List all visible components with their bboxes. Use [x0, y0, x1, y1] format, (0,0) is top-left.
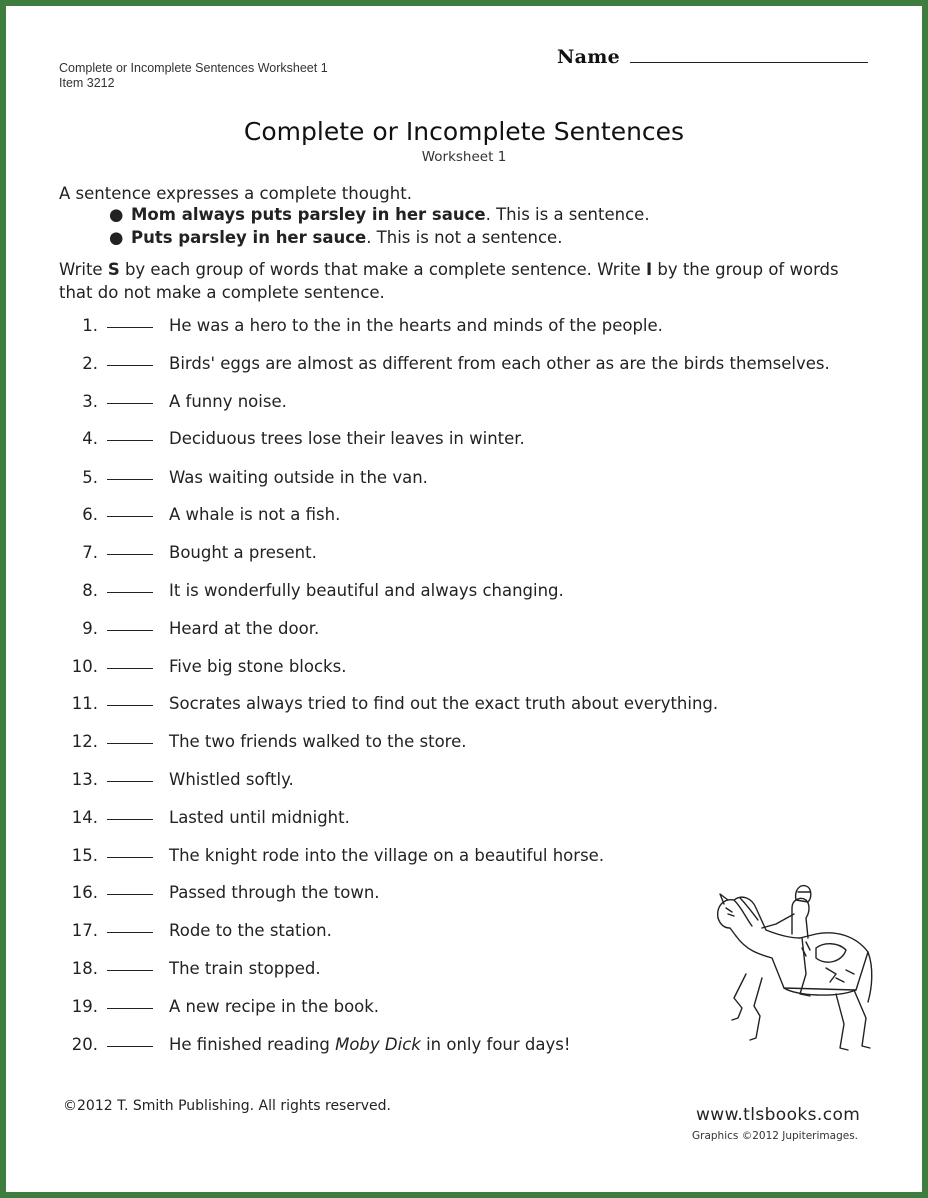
answer-blank[interactable] — [107, 668, 153, 669]
question-number: 5. — [82, 468, 98, 487]
question-number: 16. — [71, 883, 98, 902]
name-label: Name — [557, 46, 621, 68]
question-text: It is wonderfully beautiful and always changing. — [169, 581, 564, 600]
example-note: . This is not a sentence. — [366, 228, 563, 247]
question-text: Passed through the town. — [169, 883, 380, 902]
question-text — [169, 1033, 570, 1057]
question-text: The train stopped. — [169, 959, 321, 978]
answer-blank[interactable] — [107, 327, 153, 328]
question-number: 8. — [82, 581, 98, 600]
answer-blank[interactable] — [107, 1008, 153, 1009]
answer-blank[interactable] — [107, 894, 153, 895]
bullet-icon: ● — [109, 228, 124, 247]
question-text: The knight rode into the village on a beautiful horse. — [169, 846, 605, 865]
answer-blank[interactable] — [107, 781, 153, 782]
question-number: 19. — [71, 997, 98, 1016]
question-text-part: He finished reading — [169, 1035, 336, 1054]
question-number: 12. — [71, 732, 98, 751]
example-bold: Puts parsley in her sauce — [131, 228, 367, 247]
question-text-part: in only four days! — [420, 1035, 571, 1054]
question-number: 7. — [82, 543, 98, 562]
answer-blank[interactable] — [107, 403, 153, 404]
knight-on-horse-illustration — [706, 878, 876, 1058]
answer-blank[interactable] — [107, 705, 153, 706]
item-number: Item 3212 — [59, 76, 115, 90]
example-bold: Mom always puts parsley in her sauce — [131, 205, 486, 224]
question-number: 2. — [82, 354, 98, 373]
instructions-text: Write — [59, 260, 108, 279]
instructions-text: by each group of words that make a complete sentence. Write — [119, 260, 646, 279]
answer-blank[interactable] — [107, 554, 153, 555]
answer-blank[interactable] — [107, 365, 153, 366]
book-title: Moby Dick — [335, 1035, 421, 1054]
name-blank-line[interactable] — [630, 46, 868, 63]
question-number: 1. — [82, 316, 98, 335]
question-text: Lasted until midnight. — [169, 808, 350, 827]
question-text: A funny noise. — [169, 392, 287, 411]
answer-blank[interactable] — [107, 743, 153, 744]
bullet-icon: ● — [109, 205, 124, 224]
page-subtitle: Worksheet 1 — [421, 149, 507, 165]
example-fragment — [109, 228, 562, 247]
answer-blank[interactable] — [107, 932, 153, 933]
question-text: Socrates always tried to find out the exact truth about everything. — [169, 694, 719, 713]
question-number: 13. — [71, 770, 98, 789]
question-number: 20. — [71, 1035, 98, 1054]
instructions — [59, 258, 849, 304]
doc-title: Complete or Incomplete Sentences Worksheet 1 — [59, 61, 328, 75]
question-text: Deciduous trees lose their leaves in winter. — [169, 429, 525, 448]
answer-blank[interactable] — [107, 630, 153, 631]
question-text: Was waiting outside in the van. — [169, 468, 428, 487]
example-note: . This is a sentence. — [485, 205, 650, 224]
answer-blank[interactable] — [107, 440, 153, 441]
instructions-letter-i: I — [645, 260, 653, 279]
website-link[interactable]: www.tlsbooks.com — [696, 1105, 861, 1125]
question-number: 15. — [71, 846, 98, 865]
question-number: 4. — [82, 429, 98, 448]
question-text: A new recipe in the book. — [169, 997, 380, 1016]
intro-text: A sentence expresses a complete thought. — [59, 184, 412, 203]
page-title: Complete or Incomplete Sentences — [243, 117, 685, 146]
question-text: Five big stone blocks. — [169, 657, 347, 676]
answer-blank[interactable] — [107, 819, 153, 820]
answer-blank[interactable] — [107, 479, 153, 480]
question-number: 11. — [71, 694, 98, 713]
answer-blank[interactable] — [107, 857, 153, 858]
question-text: Birds' eggs are almost as different from each other as are the birds themselves. — [169, 354, 830, 373]
question-text: The two friends walked to the store. — [169, 732, 467, 751]
worksheet-page — [6, 6, 922, 1192]
instructions-text: by the group of words that do not make a complete sentence. — [59, 260, 839, 302]
answer-blank[interactable] — [107, 970, 153, 971]
question-number: 17. — [71, 921, 98, 940]
question-text: Whistled softly. — [169, 770, 294, 789]
instructions-letter-s: S — [107, 260, 120, 279]
answer-blank[interactable] — [107, 592, 153, 593]
answer-blank[interactable] — [107, 516, 153, 517]
question-number: 9. — [82, 619, 98, 638]
question-number: 18. — [71, 959, 98, 978]
question-number: 3. — [82, 392, 98, 411]
question-text: Heard at the door. — [169, 619, 320, 638]
question-text: Rode to the station. — [169, 921, 332, 940]
question-number: 6. — [82, 505, 98, 524]
question-text: A whale is not a fish. — [169, 505, 341, 524]
question-number: 10. — [71, 657, 98, 676]
name-field[interactable] — [557, 46, 868, 68]
copyright: ©2012 T. Smith Publishing. All rights reserved. — [63, 1098, 391, 1114]
example-sentence — [109, 205, 650, 224]
answer-blank[interactable] — [107, 1046, 153, 1047]
question-text: He was a hero to the in the hearts and minds of the people. — [169, 316, 663, 335]
question-number: 14. — [71, 808, 98, 827]
question-text: Bought a present. — [169, 543, 317, 562]
graphics-credit: Graphics ©2012 Jupiterimages. — [692, 1130, 859, 1142]
header-meta — [59, 61, 328, 91]
